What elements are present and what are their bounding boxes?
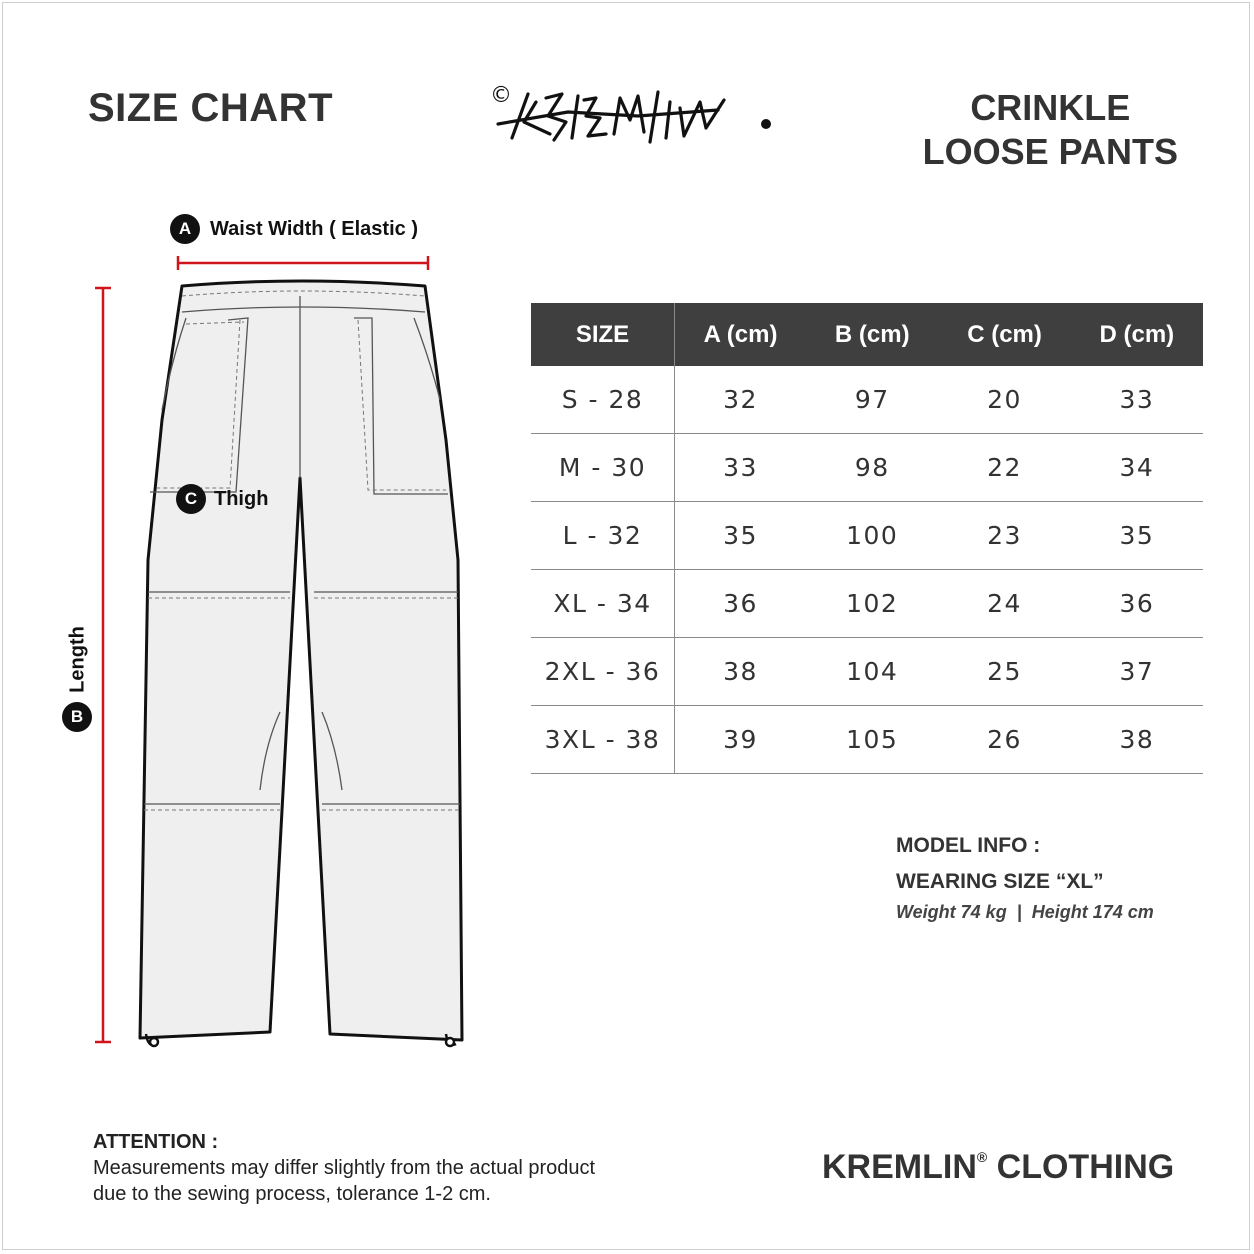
thigh-text: Thigh xyxy=(214,487,269,510)
pants-diagram xyxy=(0,0,520,1100)
thigh-label xyxy=(176,484,268,514)
waist-width-label xyxy=(170,214,418,244)
product-name xyxy=(923,86,1178,174)
table-row xyxy=(531,434,1203,502)
brand-name: KREMLIN xyxy=(822,1148,977,1186)
waist-width-text: Waist Width ( Elastic ) xyxy=(210,217,418,240)
cell-a: 39 xyxy=(675,706,807,774)
cell-b: 104 xyxy=(806,638,938,706)
attention-heading: ATTENTION : xyxy=(93,1131,219,1153)
cell-size: XL - 34 xyxy=(531,570,675,638)
attention-note xyxy=(93,1129,595,1207)
header-d: D (cm) xyxy=(1071,303,1203,366)
badge-c: C xyxy=(176,484,206,514)
svg-text:©: © xyxy=(490,83,512,108)
table-row xyxy=(531,366,1203,434)
cell-c: 26 xyxy=(938,706,1070,774)
model-wearing-size: WEARING SIZE “XL” xyxy=(896,870,1104,893)
product-name-line1: CRINKLE xyxy=(970,87,1131,128)
cell-b: 105 xyxy=(806,706,938,774)
attention-line2: due to the sewing process, tolerance 1-2 cm. xyxy=(93,1183,491,1205)
cell-c: 23 xyxy=(938,502,1070,570)
cell-size: 3XL - 38 xyxy=(531,706,675,774)
product-name-line2: LOOSE PANTS xyxy=(922,131,1178,172)
model-info-heading: MODEL INFO : xyxy=(896,834,1041,857)
cell-a: 35 xyxy=(675,502,807,570)
brand-footer xyxy=(822,1148,1174,1187)
table-row xyxy=(531,706,1203,774)
length-label xyxy=(62,626,92,746)
table-row xyxy=(531,570,1203,638)
cell-b: 102 xyxy=(806,570,938,638)
badge-b: B xyxy=(62,702,92,732)
header-size: SIZE xyxy=(531,303,675,366)
header-b: B (cm) xyxy=(806,303,938,366)
model-info xyxy=(896,828,1154,923)
table-header-row xyxy=(531,303,1203,366)
cell-d: 34 xyxy=(1071,434,1203,502)
cell-d: 38 xyxy=(1071,706,1203,774)
logo-dot xyxy=(761,119,771,129)
cell-b: 100 xyxy=(806,502,938,570)
table-row xyxy=(531,638,1203,706)
cell-a: 32 xyxy=(675,366,807,434)
cell-c: 25 xyxy=(938,638,1070,706)
cell-size: S - 28 xyxy=(531,366,675,434)
cell-a: 38 xyxy=(675,638,807,706)
pants-outline xyxy=(140,281,462,1040)
cell-size: 2XL - 36 xyxy=(531,638,675,706)
cell-a: 33 xyxy=(675,434,807,502)
cell-c: 20 xyxy=(938,366,1070,434)
cell-a: 36 xyxy=(675,570,807,638)
cell-size: M - 30 xyxy=(531,434,675,502)
cell-b: 98 xyxy=(806,434,938,502)
length-text: Length xyxy=(66,626,89,693)
cell-size: L - 32 xyxy=(531,502,675,570)
cell-d: 35 xyxy=(1071,502,1203,570)
badge-a: A xyxy=(170,214,200,244)
header-c: C (cm) xyxy=(938,303,1070,366)
cell-b: 97 xyxy=(806,366,938,434)
brand-logo xyxy=(488,72,788,162)
table-row xyxy=(531,502,1203,570)
cell-c: 22 xyxy=(938,434,1070,502)
header-a: A (cm) xyxy=(675,303,807,366)
cell-d: 33 xyxy=(1071,366,1203,434)
brand-suffix: CLOTHING xyxy=(987,1148,1175,1186)
cell-d: 37 xyxy=(1071,638,1203,706)
model-stats: Weight 74 kg | Height 174 cm xyxy=(896,902,1154,922)
registered-mark: ® xyxy=(976,1148,988,1165)
cell-c: 24 xyxy=(938,570,1070,638)
attention-line1: Measurements may differ slightly from the actual product xyxy=(93,1157,596,1179)
size-table xyxy=(531,303,1203,774)
page-title: SIZE CHART xyxy=(88,86,333,130)
cell-d: 36 xyxy=(1071,570,1203,638)
